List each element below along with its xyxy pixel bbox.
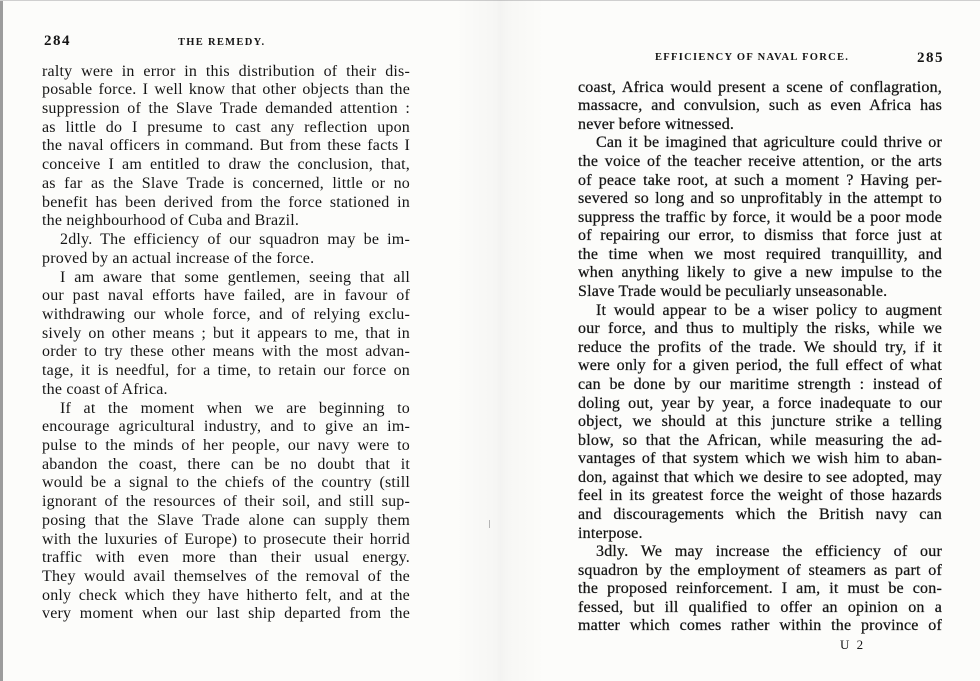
text-line: suppression of the Slave Trade demanded attention : — [42, 100, 410, 118]
text-line: our force, and thus to multiply the risks, while we — [578, 320, 942, 338]
text-line: They would avail themselves of the removal of the — [42, 568, 410, 585]
text-line: reduce the profits of the trade. We should try, if it — [578, 338, 942, 356]
text-line: encourage agricultural industry, and to give an im- — [42, 418, 410, 436]
text-line: were only for a given period, the full effect of what — [578, 357, 942, 375]
text-line: sively on other means ; but it appears to me, that in — [42, 324, 410, 342]
text-line: don, against that which we desire to see adopted, may — [578, 468, 942, 486]
text-line: of repairing our error, to dismiss that force just at — [578, 227, 942, 245]
text-line: posable force. I well know that other objects than the — [42, 81, 410, 99]
text-line: blow, so that the African, while measuring the ad- — [578, 431, 942, 449]
text-line: fessed, but ill qualified to offer an opinion on a — [578, 598, 942, 616]
text-line: abandon the coast, there can be no doubt that it — [42, 455, 410, 473]
book-gutter — [455, 0, 545, 681]
text-line: would be a signal to the chiefs of the country (still — [42, 474, 410, 492]
text-line: traffic with even more than their usual energy. — [42, 549, 410, 567]
gutter-mark — [489, 520, 490, 528]
text-line: withdrawing our whole force, and of relying exclu- — [42, 305, 410, 323]
text-line: as little do I presume to cast any reflection upon — [42, 118, 410, 136]
text-line: the naval officers in command. But from these facts I — [42, 137, 410, 155]
text-line: ralty were in error in this distribution of their dis- — [42, 62, 410, 80]
text-line: the neighbourhood of Cuba and Brazil. — [42, 212, 300, 230]
text-line: feel in its greatest force the weight of those hazards — [578, 487, 942, 505]
right-page-body — [578, 79, 942, 636]
text-line: only check which they have hitherto felt, and at the — [42, 586, 410, 604]
text-line: Can it be imagined that agriculture could thrive or — [596, 134, 942, 152]
text-line: and discouragements which the British navy can — [578, 505, 942, 523]
page-number-left: 284 — [44, 33, 71, 49]
text-line: when anything likely to give a new impulse to the — [578, 264, 942, 282]
text-line: doling out, year by year, a force inadequate to our — [578, 394, 942, 412]
text-line: our past naval efforts have failed, are in favour of — [42, 287, 410, 305]
text-line: pulse to the minds of her people, our navy were to — [42, 436, 410, 454]
text-line: coast, Africa would present a scene of conflagration, — [578, 78, 942, 96]
page-number-right: 285 — [917, 50, 944, 66]
text-line: the voice of the teacher receive attention, or the arts — [578, 153, 942, 170]
text-line: vantages of that system which we wish him to aban- — [578, 450, 942, 468]
text-line: interpose. — [578, 524, 643, 542]
text-line: severed so long and so unprofitably in the attempt to — [578, 190, 942, 208]
text-line: I am aware that some gentlemen, seeing that all — [60, 268, 410, 286]
text-line: matter which comes rather within the province of — [578, 617, 942, 635]
left-page-body — [42, 63, 410, 625]
text-line: very moment when our last ship departed from the — [42, 605, 410, 623]
text-line: benefit has been derived from the force stationed in — [42, 193, 410, 211]
text-line: massacre, and convulsion, such as even Africa has — [578, 97, 942, 115]
scan-edge-left — [0, 0, 3, 681]
text-line: proved by an actual increase of the force. — [42, 249, 315, 267]
text-line: conceive I am entitled to draw the conclusion, that, — [42, 156, 410, 174]
text-line: never before witnessed. — [578, 115, 735, 133]
text-line: of peace take root, at such a moment ? Having per- — [578, 171, 942, 189]
text-line: with the luxuries of Europe) to prosecute their horrid — [42, 530, 410, 548]
text-line: squadron by the employment of steamers as part of — [578, 561, 942, 579]
text-line: as far as the Slave Trade is concerned, little or no — [42, 174, 410, 192]
text-line: It would appear to be a wiser policy to augment — [596, 301, 942, 319]
text-line: the time when we most required tranquillity, and — [578, 245, 942, 263]
text-line: posing that the Slave Trade alone can supply them — [42, 511, 410, 529]
running-head-right: EFFICIENCY OF NAVAL FORCE. — [655, 52, 850, 63]
text-line: Slave Trade would be peculiarly unseasonable. — [578, 283, 888, 301]
text-line: suppress the traffic by force, it would be a poor mode — [578, 208, 942, 226]
text-line: can be done by our maritime strength : instead of — [578, 375, 942, 393]
text-line: order to try these other means with the most advan- — [42, 343, 410, 361]
text-line: ignorant of the resources of their soil, and still sup- — [42, 493, 410, 511]
text-line: object, we should at this juncture strike a telling — [578, 413, 942, 431]
text-line: the proposed reinforcement. I am, it must be con- — [578, 580, 942, 598]
text-line: the coast of Africa. — [42, 380, 168, 398]
running-head-left: THE REMEDY. — [178, 37, 266, 48]
text-line: tage, it is needful, for a time, to retain our force on — [42, 362, 410, 380]
text-line: 3dly. We may increase the efficiency of our — [596, 543, 942, 561]
text-line: If at the moment when we are beginning to — [60, 399, 410, 417]
signature-mark: U 2 — [840, 637, 866, 652]
text-line: 2dly. The efficiency of our squadron may be im- — [60, 231, 410, 249]
